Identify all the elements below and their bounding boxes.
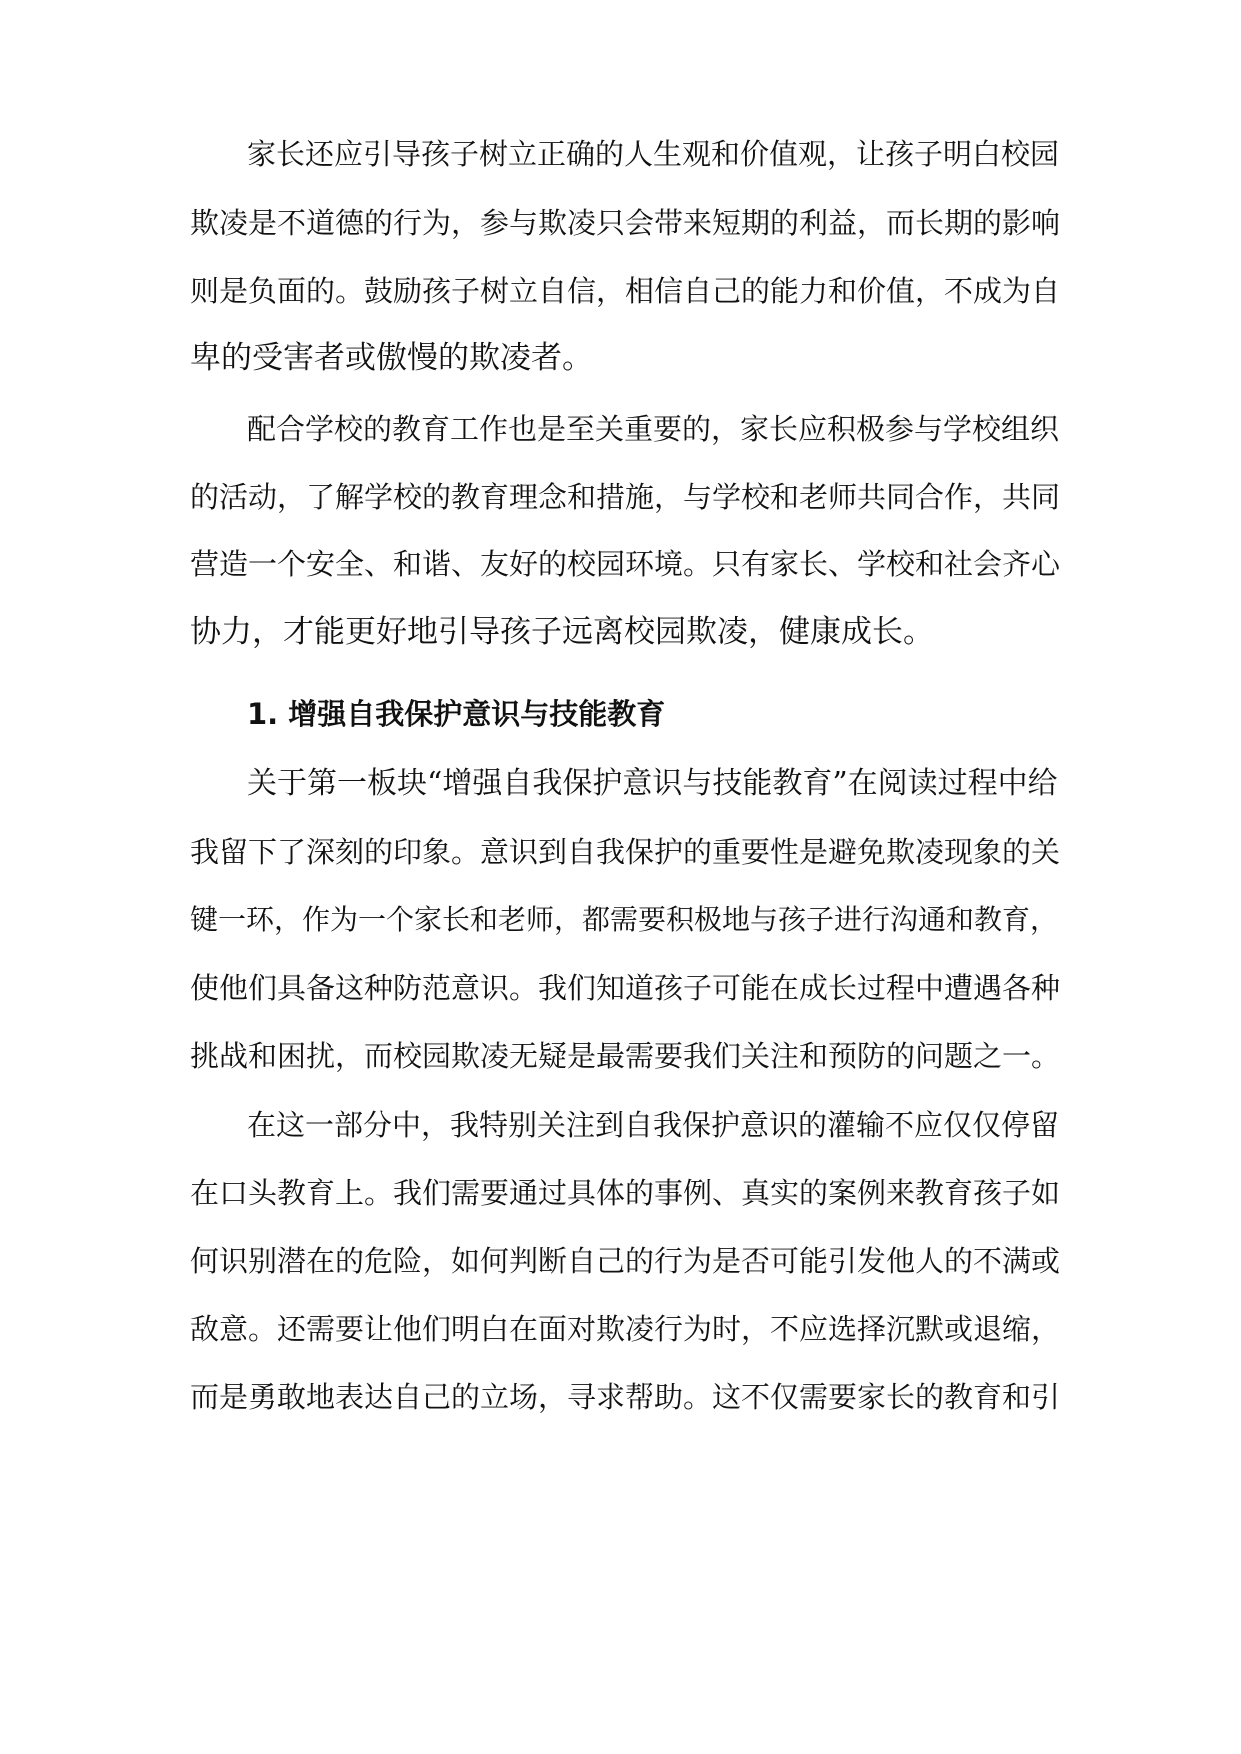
- paragraph-line: 在口头教育上。我们需要通过具体的事例、真实的案例来教育孩子如: [190, 1176, 1060, 1210]
- paragraph-line: 敌意。还需要让他们明白在面对欺凌行为时，不应选择沉默或退缩，: [190, 1312, 1060, 1346]
- paragraph-line: 挑战和困扰，而校园欺凌无疑是最需要我们关注和预防的问题之一。: [190, 1039, 1060, 1073]
- paragraph-line: 家长还应引导孩子树立正确的人生观和价值观，让孩子明白校园: [247, 137, 1060, 171]
- paragraph-line: 键一环，作为一个家长和老师，都需要积极地与孩子进行沟通和教育，: [190, 903, 1059, 936]
- paragraph-line: 我留下了深刻的印象。意识到自我保护的重要性是避免欺凌现象的关: [190, 835, 1060, 869]
- paragraph-line: 使他们具备这种防范意识。我们知道孩子可能在成长过程中遭遇各种: [190, 971, 1060, 1005]
- paragraph-line: 卑的受害者或傲慢的欺凌者。: [190, 340, 593, 376]
- paragraph-line: 何识别潜在的危险，如何判断自己的行为是否可能引发他人的不满或: [190, 1244, 1060, 1278]
- paragraph-line: 则是负面的。鼓励孩子树立自信，相信自己的能力和价值，不成为自: [190, 274, 1060, 308]
- paragraph-line: 在这一部分中，我特别关注到自我保护意识的灌输不应仅仅停留: [247, 1108, 1060, 1142]
- paragraph-line: 关于第一板块“增强自我保护意识与技能教育”在阅读过程中给: [247, 766, 1058, 801]
- paragraph-line: 欺凌是不道德的行为，参与欺凌只会带来短期的利益，而长期的影响: [190, 206, 1060, 240]
- paragraph-line: 而是勇敢地表达自己的立场，寻求帮助。这不仅需要家长的教育和引: [190, 1380, 1060, 1414]
- paragraph-line: 的活动，了解学校的教育理念和措施，与学校和老师共同合作，共同: [190, 480, 1060, 514]
- paragraph-line: 营造一个安全、和谐、友好的校园环境。只有家长、学校和社会齐心: [190, 547, 1060, 581]
- section-heading: 1. 增强自我保护意识与技能教育: [247, 697, 666, 731]
- paragraph-line: 配合学校的教育工作也是至关重要的，家长应积极参与学校组织: [247, 412, 1060, 446]
- paragraph-line: 协力，才能更好地引导孩子远离校园欺凌，健康成长。: [190, 614, 934, 650]
